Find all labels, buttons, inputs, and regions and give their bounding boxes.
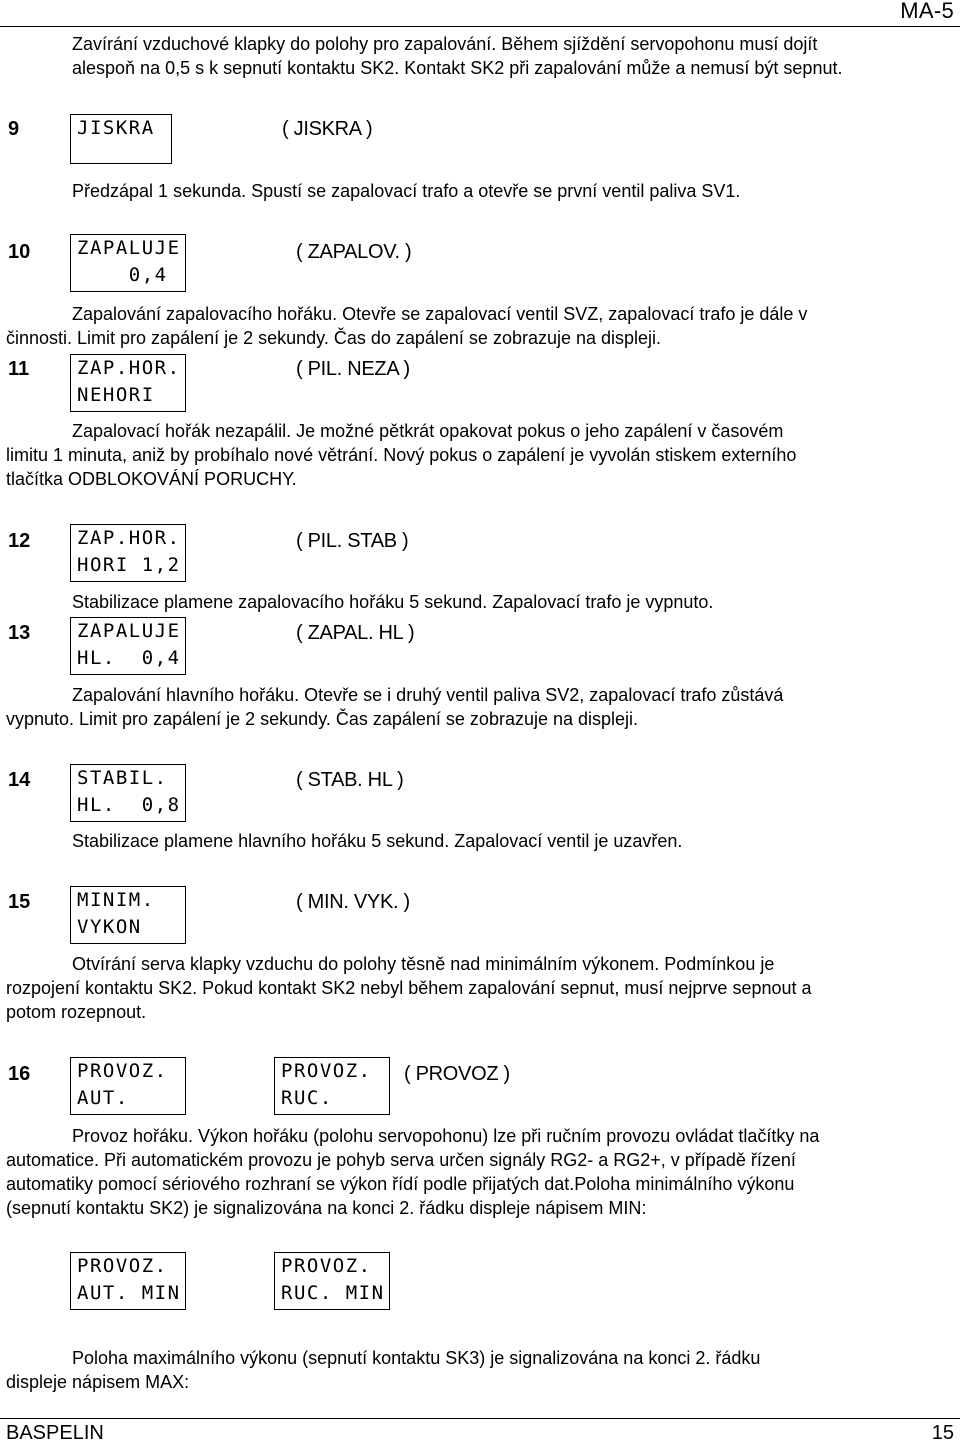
lcd-line-2: 0,4 [77,264,168,286]
lcd-line-2: AUT. [77,1087,129,1109]
lcd-display [70,354,186,412]
lcd-line-1: ZAPALUJE [77,237,181,259]
lcd-line-1: ZAP.HOR. [77,527,181,549]
lcd-display-auto [70,1057,186,1115]
step-text-line: automatiky pomocí sériového rozhraní se výkon řídí podle přijatých dat.Poloha minimálního výkonu [6,1174,795,1194]
intro-line-1: Zavírání vzduchové klapky do polohy pro zapalování. Během sjíždění servopohonu musí dojít [72,34,818,54]
display-caption: ( PIL. STAB ) [296,530,409,552]
page-header [0,0,960,27]
display-caption: ( MIN. VYK. ) [296,891,410,913]
lcd-line-2: VYKON [77,916,142,938]
step-number: 11 [8,358,30,380]
lcd-line-1: PROVOZ. [281,1060,372,1082]
step-text-line: potom rozepnout. [6,1002,147,1022]
footer-brand: BASPELIN [6,1422,104,1444]
lcd-line-2: HL. 0,8 [77,794,181,816]
step-text-line: Poloha maximálního výkonu (sepnutí kontaktu SK3) je signalizována na konci 2. řádku [72,1348,761,1368]
step-text-line: tlačítka ODBLOKOVÁNÍ PORUCHY. [6,469,297,489]
step-text-line: Otvírání serva klapky vzduchu do polohy těsně nad minimálním výkonem. Podmínkou je [72,954,775,974]
display-caption: ( STAB. HL ) [296,769,404,791]
step-text-line: Provoz hořáku. Výkon hořáku (polohu servopohonu) lze při ručním provozu ovládat tlačítky na [72,1126,820,1146]
lcd-display-manual-min [274,1252,390,1310]
lcd-line-1: MINIM. [77,889,155,911]
step-text-line: Zapalování hlavního hořáku. Otevře se i druhý ventil paliva SV2, zapalovací trafo zůstává [72,685,784,705]
lcd-display-manual [274,1057,390,1115]
step-number: 13 [8,622,31,644]
page-footer [0,1418,960,1445]
display-caption: ( ZAPAL. HL ) [296,622,415,644]
step-number: 14 [8,769,31,791]
step-text-line: limitu 1 minuta, aniž by probíhalo nové větrání. Nový pokus o zapálení je vyvolán stiskem externího [6,445,797,465]
lcd-display [70,764,186,822]
step-number: 10 [8,241,31,263]
step-text-line: Stabilizace plamene zapalovacího hořáku 5 sekund. Zapalovací trafo je vypnuto. [72,592,714,612]
step-text-line: Zapalování zapalovacího hořáku. Otevře se zapalovací ventil SVZ, zapalovací trafo je dále v [72,304,808,324]
lcd-display [70,886,186,944]
lcd-line-2: NEHORI [77,384,155,406]
step-text-line: činnosti. Limit pro zapálení je 2 sekundy. Čas do zapálení se zobrazuje na displeji. [6,328,662,348]
lcd-display [70,234,186,292]
lcd-line-2: AUT. MIN [77,1282,181,1304]
lcd-line-1: PROVOZ. [281,1255,372,1277]
step-text-line: Předzápal 1 sekunda. Spustí se zapalovací trafo a otevře se první ventil paliva SV1. [72,181,741,201]
step-number: 16 [8,1063,31,1085]
step-text-line: (sepnutí kontaktu SK2) je signalizována na konci 2. řádku displeje nápisem MIN: [6,1198,647,1218]
page-number: 15 [931,1422,954,1444]
lcd-display [70,617,186,675]
step-number: 9 [8,118,20,140]
lcd-line-2: HL. 0,4 [77,647,181,669]
step-text-line: automatice. Při automatickém provozu je pohyb serva určen signály RG2- a RG2+, v případě řízení [6,1150,796,1170]
lcd-display-auto-min [70,1252,186,1310]
document-code: MA-5 [900,0,954,23]
lcd-line-2: RUC. MIN [281,1282,385,1304]
lcd-line-1: STABIL. [77,767,168,789]
step-number: 12 [8,530,31,552]
display-caption: ( PROVOZ ) [404,1063,510,1085]
step-text-line: rozpojení kontaktu SK2. Pokud kontakt SK2 nebyl během zapalování sepnut, musí nejprve sepnout a [6,978,812,998]
intro-line-2: alespoň na 0,5 s k sepnutí kontaktu SK2. Kontakt SK2 při zapalování může a nemusí být sepnut. [72,58,843,78]
lcd-line-1: ZAP.HOR. [77,357,181,379]
lcd-line-2: HORI 1,2 [77,554,181,576]
step-text-line: Stabilizace plamene hlavního hořáku 5 sekund. Zapalovací ventil je uzavřen. [72,831,683,851]
step-text-line: displeje nápisem MAX: [6,1372,190,1392]
lcd-line-1: PROVOZ. [77,1255,168,1277]
lcd-line-1: JISKRA [77,117,155,139]
lcd-line-2: RUC. [281,1087,333,1109]
lcd-display [70,524,186,582]
lcd-display [70,114,172,164]
lcd-line-1: PROVOZ. [77,1060,168,1082]
step-text-line: Zapalovací hořák nezapálil. Je možné pětkrát opakovat pokus o jeho zapálení v časovém [72,421,784,441]
step-text-line: vypnuto. Limit pro zapálení je 2 sekundy. Čas zapálení se zobrazuje na displeji. [6,709,639,729]
display-caption: ( JISKRA ) [282,118,373,140]
lcd-line-1: ZAPALUJE [77,620,181,642]
step-number: 15 [8,891,31,913]
display-caption: ( ZAPALOV. ) [296,241,412,263]
display-caption: ( PIL. NEZA ) [296,358,410,380]
